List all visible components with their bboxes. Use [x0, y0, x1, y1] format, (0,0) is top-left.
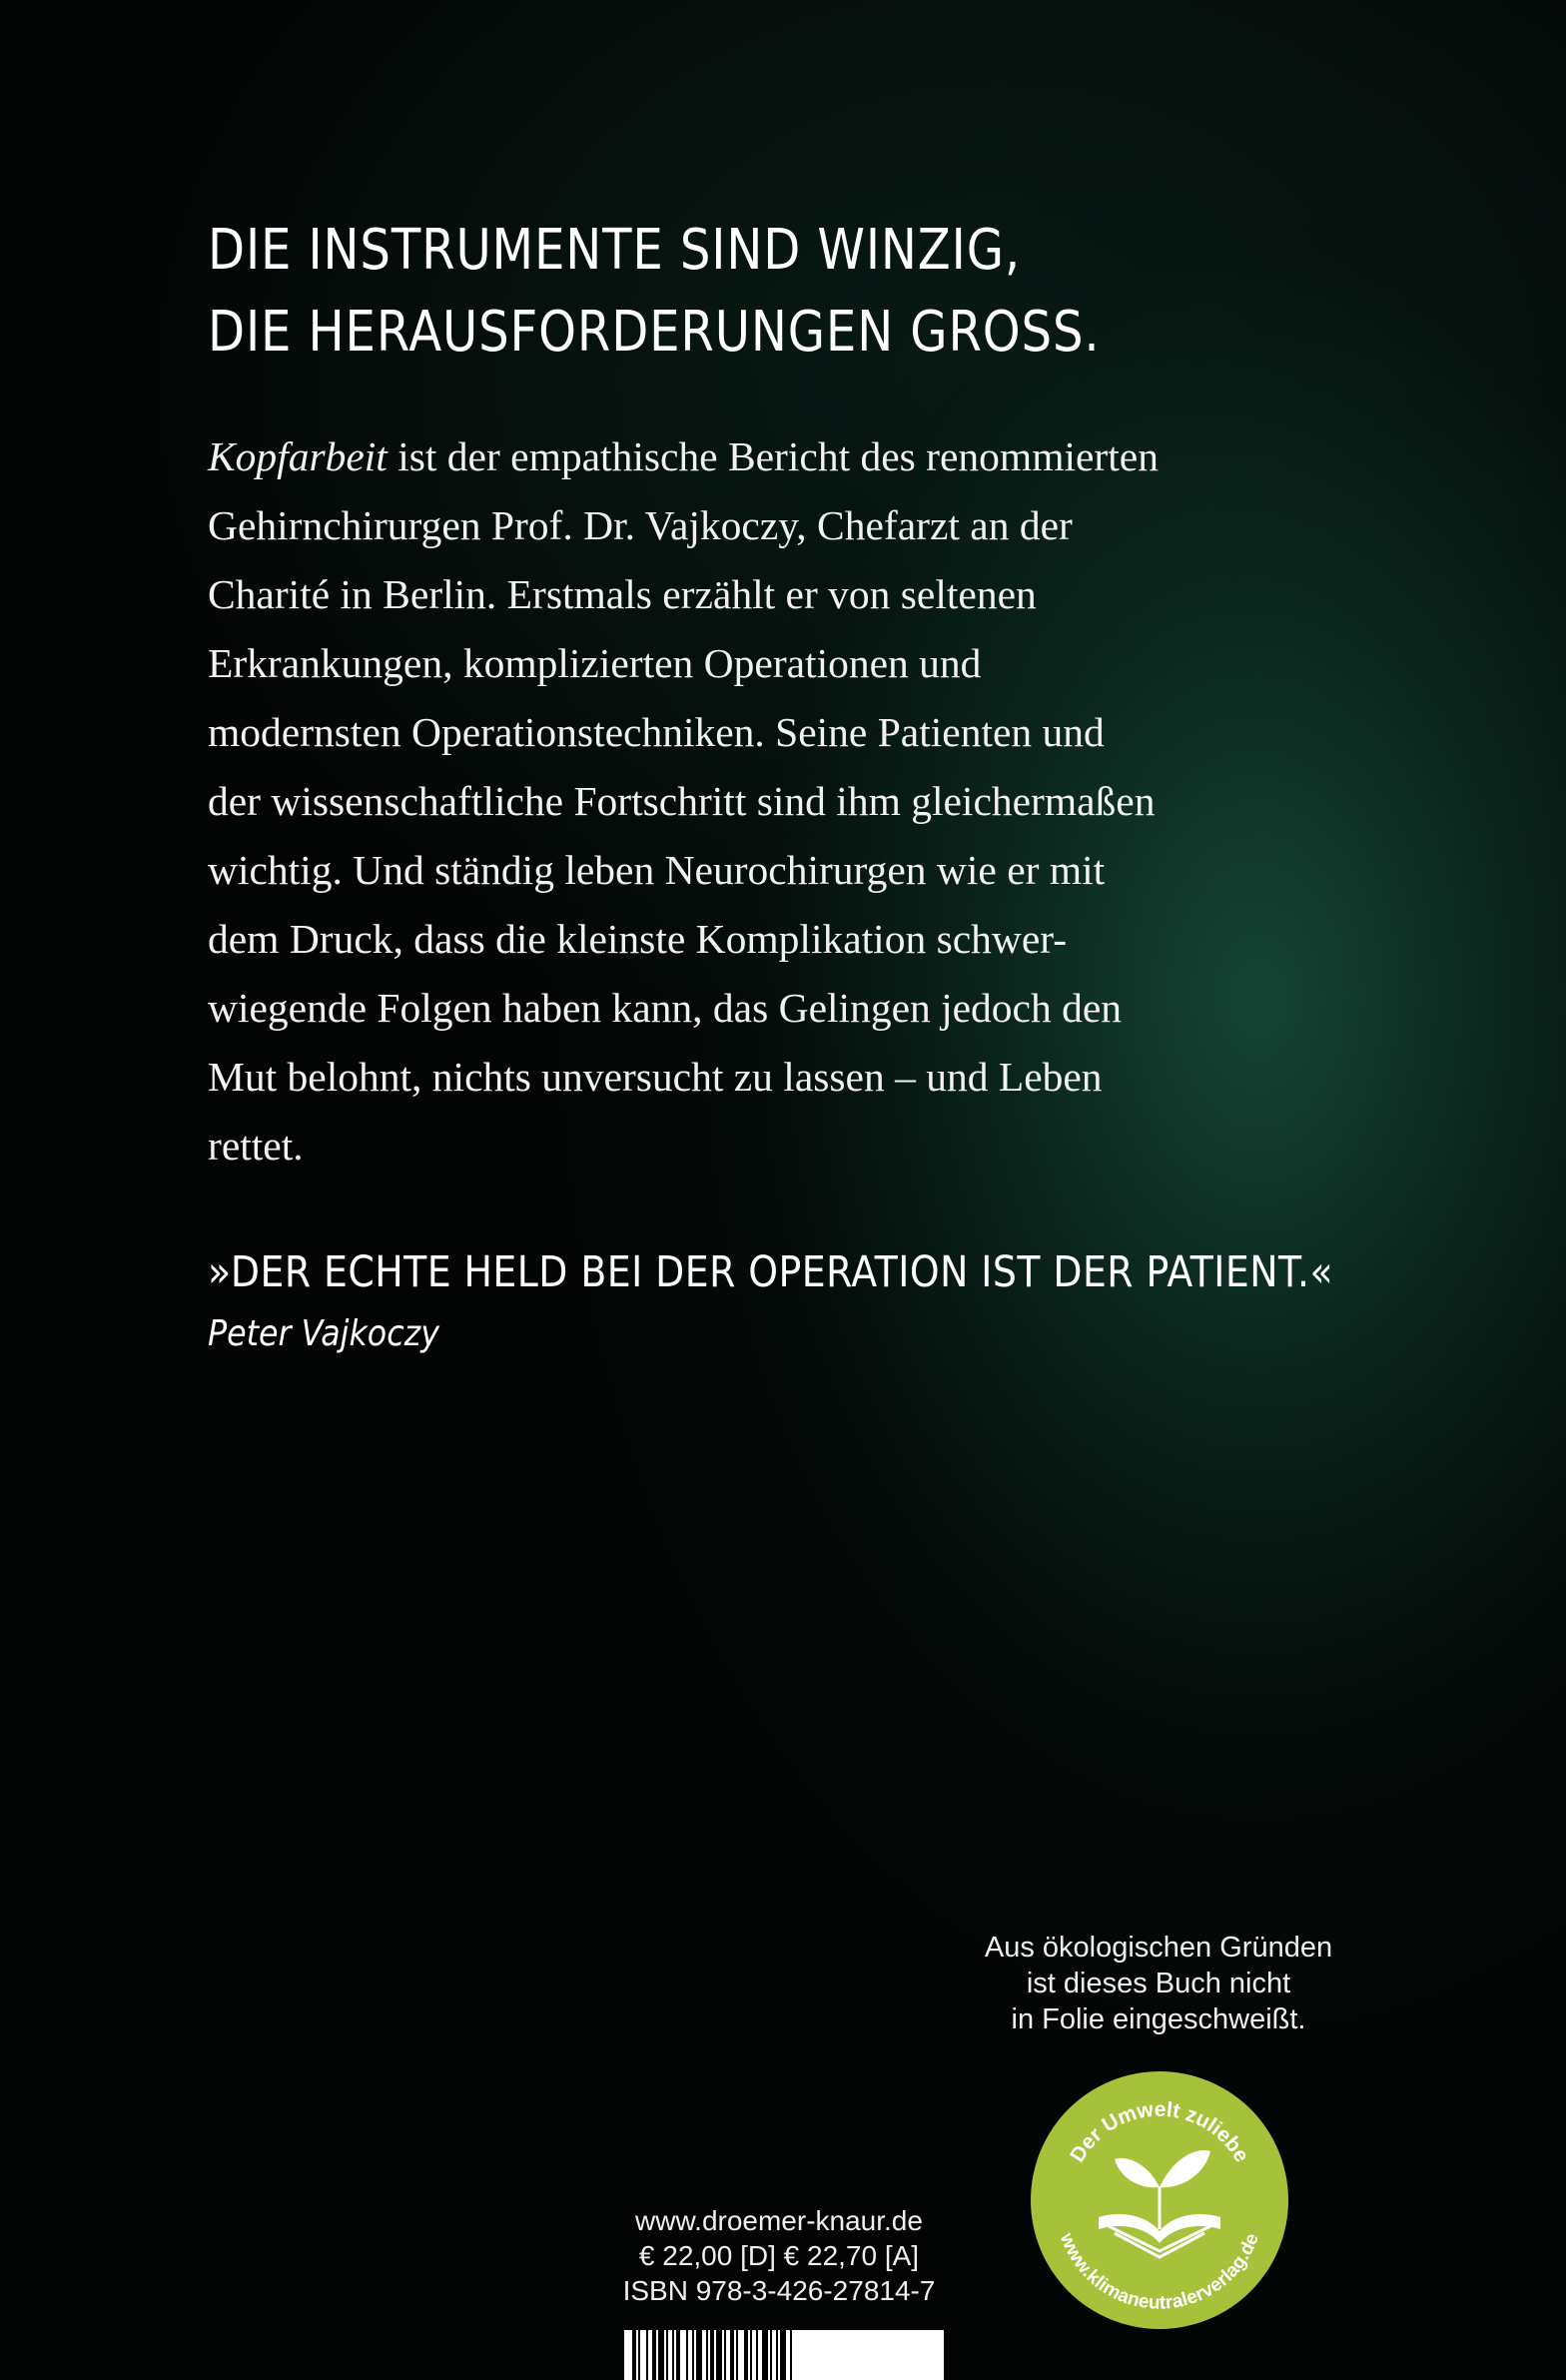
book-title-italic: Kopfarbeit: [208, 433, 388, 479]
eco-note-line-1: Aus ökologischen Gründen: [984, 1932, 1333, 1964]
barcode-bar: [646, 2330, 648, 2380]
seal-top-text: Der Umwelt zuliebe: [1066, 2097, 1253, 2167]
barcode-bar: [686, 2330, 688, 2380]
isbn: ISBN 978-3-426-27814-7: [622, 2275, 936, 2306]
barcode: [624, 2330, 944, 2380]
blurb-line: Erkrankungen, komplizierten Operationen und: [208, 640, 982, 686]
barcode-bar: [750, 2330, 752, 2380]
barcode-bar: [658, 2330, 664, 2380]
blurb-line: rettet.: [208, 1123, 304, 1169]
barcode-bar: [710, 2330, 714, 2380]
blurb-line: Charité in Berlin. Erstmals erzählt er von seltenen: [208, 571, 1037, 617]
blurb-line: der wissenschaftliche Fortschritt sind ihm gleichermaßen: [208, 778, 1156, 824]
headline-line-1: DIE INSTRUMENTE SIND WINZIG,: [208, 218, 1022, 283]
price-info: € 22,00 [D] € 22,70 [A]: [638, 2240, 920, 2271]
barcode-bar: [730, 2330, 734, 2380]
eco-seal-icon: [1029, 2069, 1290, 2331]
blurb-line: Mut belohnt, nichts unversucht zu lassen – und Leben: [208, 1054, 1103, 1100]
barcode-bar: [666, 2330, 668, 2380]
barcode-bar: [638, 2330, 640, 2380]
eco-seal-logo: [1029, 2069, 1290, 2331]
blurb-line: Gehirnchirurgen Prof. Dr. Vajkoczy, Chefarzt an der: [208, 502, 1073, 548]
barcode-bar: [706, 2330, 708, 2380]
quote-author: Peter Vajkoczy: [208, 1313, 439, 1354]
eco-note-line-2: ist dieses Buch nicht: [1026, 1968, 1291, 1999]
blurb-line: wiegende Folgen haben kann, das Gelingen jedoch den: [208, 985, 1123, 1031]
headline-line-2: DIE HERAUSFORDERUNGEN GROSS.: [208, 300, 1101, 365]
barcode-bar: [780, 2330, 786, 2380]
barcode-bar: [692, 2330, 694, 2380]
barcode-bar: [652, 2330, 656, 2380]
eco-note-line-3: in Folie eingeschweißt.: [1011, 2003, 1306, 2035]
blurb-line: [208, 422, 1376, 491]
barcode-bar: [724, 2330, 726, 2380]
barcode-bar: [736, 2330, 738, 2380]
barcode-bar: [716, 2330, 722, 2380]
blurb-line: dem Druck, dass die kleinste Komplikation schwer-: [208, 916, 1068, 962]
blurb-line: wichtig. Und ständig leben Neurochirurgen wie er mit: [208, 847, 1106, 893]
barcode-bar: [770, 2330, 772, 2380]
eco-note: [959, 1930, 1358, 2037]
blurb-line: modernsten Operationstechniken. Seine Patienten und: [208, 709, 1105, 755]
barcode-bar: [744, 2330, 748, 2380]
publisher-info: [619, 2203, 939, 2308]
barcode-bar: [790, 2330, 792, 2380]
publisher-website: www.droemer-knaur.de: [635, 2205, 923, 2236]
barcode-bar: [756, 2330, 758, 2380]
barcode-bar: [696, 2330, 702, 2380]
barcode-bar: [632, 2330, 636, 2380]
blurb-line-1-rest: ist der empathische Bericht des renommierten: [387, 433, 1159, 479]
barcode-icon: [624, 2330, 944, 2380]
barcode-bar: [672, 2330, 674, 2380]
barcode-bar: [676, 2330, 680, 2380]
quote-text: »DER ECHTE HELD BEI DER OPERATION IST DER PATIENT.«: [208, 1247, 1334, 1297]
headline: [208, 210, 1238, 374]
barcode-bar: [776, 2330, 778, 2380]
blurb-text: [208, 422, 1376, 1181]
barcode-bar: [762, 2330, 768, 2380]
seal-bottom-text: www.klimaneutralerverlag.de: [1055, 2230, 1263, 2314]
